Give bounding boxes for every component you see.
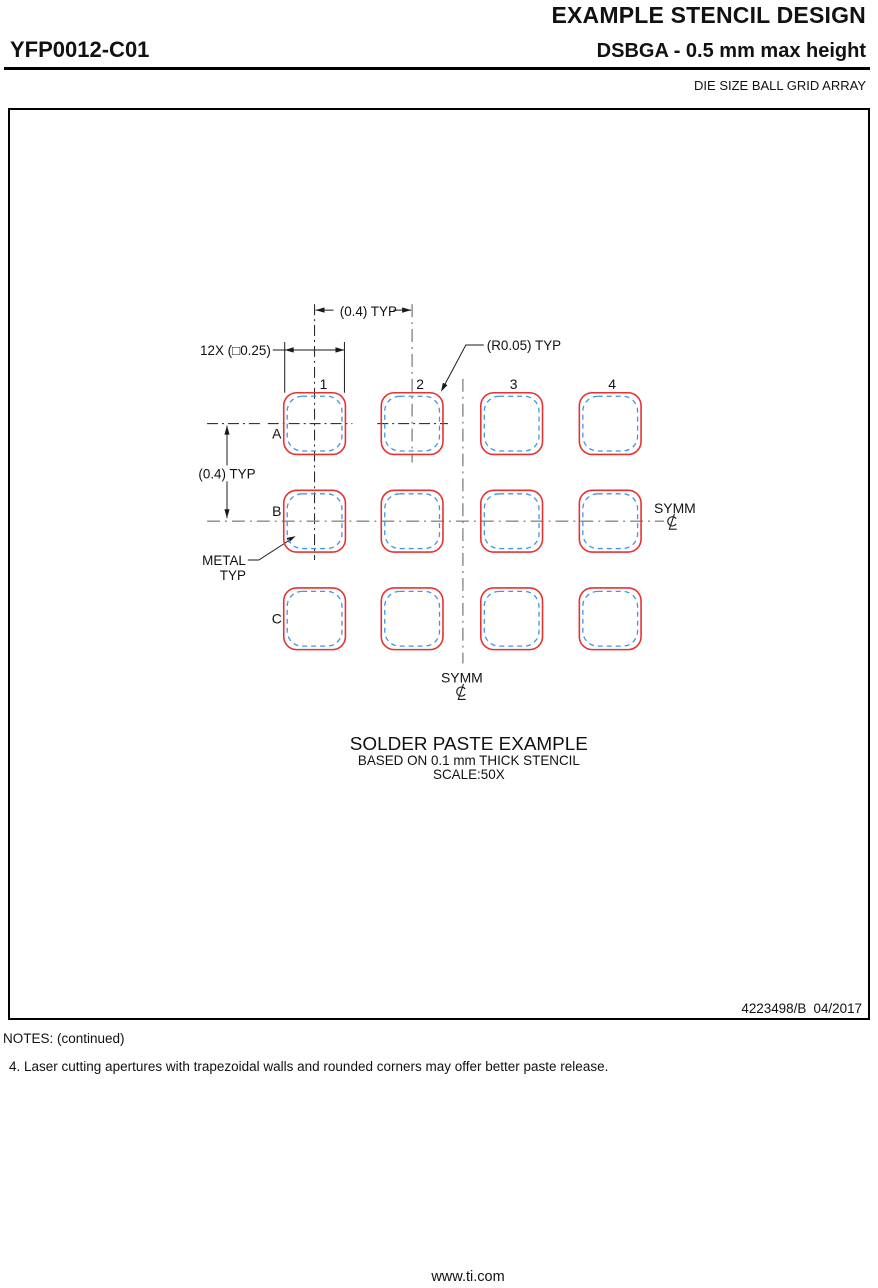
ball-pad-C2 bbox=[385, 591, 440, 646]
col-label-1: 1 bbox=[319, 375, 328, 392]
col-label-2: 2 bbox=[416, 375, 424, 392]
pitch-top-label: (0.4) TYP bbox=[339, 304, 397, 320]
drawing-frame bbox=[8, 108, 870, 1020]
centerline-symbol-bottom bbox=[457, 684, 466, 699]
col-label-3: 3 bbox=[509, 375, 518, 392]
pitch-left-label: (0.4) TYP bbox=[198, 466, 256, 482]
stencil-aperture-A3 bbox=[481, 393, 543, 455]
ball-pad-A3 bbox=[484, 396, 539, 451]
arrowhead-left-icon bbox=[285, 347, 294, 352]
drawing-number: 4223498/B bbox=[741, 1001, 807, 1017]
arrowhead-up-icon bbox=[224, 426, 229, 435]
header-rule bbox=[4, 67, 870, 70]
stencil-aperture-A4 bbox=[579, 393, 641, 455]
caption-title: SOLDER PASTE EXAMPLE bbox=[349, 734, 588, 756]
stencil-aperture-C1 bbox=[284, 588, 346, 650]
row-label-C: C bbox=[271, 610, 282, 627]
arrowhead-left-icon bbox=[316, 307, 325, 312]
symm-bottom-label: SYMM bbox=[441, 669, 483, 686]
note-item-1: 4. Laser cutting apertures with trapezoidal walls and rounded corners may offer better paste release. bbox=[9, 1059, 609, 1074]
package-family: DIE SIZE BALL GRID ARRAY bbox=[694, 78, 866, 93]
notes-heading: NOTES: (continued) bbox=[3, 1031, 125, 1046]
footer-url: www.ti.com bbox=[431, 1269, 505, 1285]
row-label-A: A bbox=[272, 425, 282, 442]
drawing-date: 04/2017 bbox=[813, 1001, 863, 1017]
aperture-count-label: 12X (□0.25) bbox=[200, 342, 271, 358]
notes-list bbox=[3, 1059, 608, 1074]
stencil-aperture-C3 bbox=[481, 588, 543, 650]
package-title: DSBGA - 0.5 mm max height bbox=[596, 40, 866, 62]
arrowhead-right-icon bbox=[402, 307, 411, 312]
stencil-aperture-C2 bbox=[381, 588, 443, 650]
stencil-aperture-C4 bbox=[579, 588, 641, 650]
caption-scale: SCALE:50X bbox=[433, 767, 505, 783]
arrowhead-right-icon bbox=[335, 347, 344, 352]
aperture-dim-lines bbox=[273, 342, 345, 393]
pad-grid bbox=[272, 376, 641, 650]
caption-subtitle: BASED ON 0.1 mm THICK STENCIL bbox=[357, 753, 580, 769]
col-label-4: 4 bbox=[608, 375, 617, 392]
row-label-B: B bbox=[272, 503, 282, 520]
ball-pad-C1 bbox=[287, 591, 342, 646]
notes-section bbox=[3, 1031, 608, 1074]
arrowhead-down-icon bbox=[224, 509, 229, 518]
symm-right-label: SYMM bbox=[654, 500, 696, 517]
arrowhead-icon bbox=[441, 383, 447, 392]
page-title: EXAMPLE STENCIL DESIGN bbox=[551, 2, 866, 28]
ball-pad-A4 bbox=[583, 396, 638, 451]
metal-leader-line bbox=[248, 538, 293, 560]
ball-pad-C3 bbox=[484, 591, 539, 646]
metal-label-2: TYP bbox=[219, 567, 246, 583]
ball-pad-C4 bbox=[583, 591, 638, 646]
metal-label: METAL bbox=[202, 552, 246, 568]
stencil-drawing bbox=[10, 110, 868, 1018]
part-number: YFP0012-C01 bbox=[10, 37, 150, 62]
corner-radius-label: (R0.05) TYP bbox=[486, 337, 562, 353]
